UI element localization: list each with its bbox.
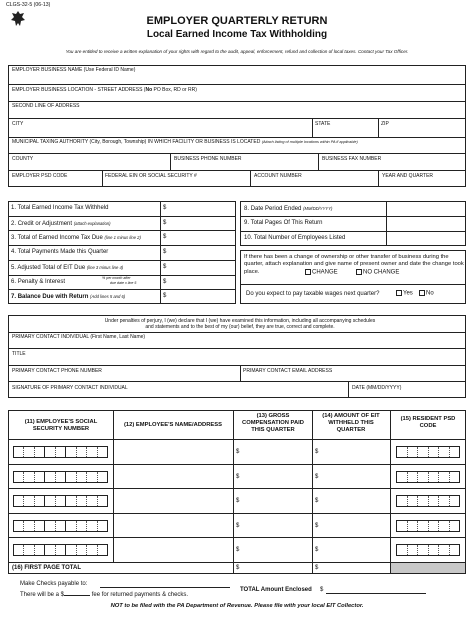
tax-line-number: 7. [11,294,17,301]
eit-withheld-input[interactable] [321,519,389,531]
fee-text-b: fee for returned payments & checks. [91,592,189,598]
digit-box[interactable] [450,472,460,482]
digit-box[interactable] [35,521,45,531]
eit-dollar-sign: $ [315,449,319,455]
dollar-sign: $ [163,205,167,211]
business-location-input[interactable] [12,93,462,101]
digit-box[interactable] [429,472,440,482]
gross-comp-input[interactable] [242,494,310,506]
digit-box[interactable] [87,496,97,506]
digit-box[interactable] [418,472,429,482]
eit-dollar-sign: $ [315,547,319,554]
gross-dollar-sign: $ [236,498,240,505]
digit-box[interactable] [418,545,429,555]
eit-withheld-header: (14) AMOUNT OF EIT WITHHELD THIS QUARTER [322,413,380,433]
business-fax-label: BUSINESS FAX NUMBER [322,156,382,162]
total-gross-dollar: $ [236,565,240,571]
line-10-input[interactable] [389,233,464,244]
tax-line-3 [11,234,159,242]
gross-dollar-sign: $ [236,522,240,529]
digit-box[interactable] [24,447,34,457]
digit-box[interactable] [66,496,76,506]
tax-line-note: (line 1 minus line 2) [104,235,141,241]
line-3-amount-input[interactable] [170,232,234,242]
yes-label: Yes [403,290,413,297]
psd-code-label: EMPLOYER PSD CODE [12,173,68,179]
yes-checkbox[interactable] [396,290,402,296]
employee-name-input[interactable] [116,441,230,462]
municipal-input[interactable] [12,145,462,153]
business-location-label-c: PO Box, RD or RR) [152,87,197,93]
tax-line-label: Total of Earned Income Tax Due [17,235,103,242]
eit-withheld-input[interactable] [321,470,389,482]
county-label: COUNTY [12,156,34,162]
contact-title-input[interactable] [12,357,462,365]
digit-box[interactable] [77,521,87,531]
digit-box[interactable] [408,447,419,457]
digit-box[interactable] [418,447,429,457]
digit-box[interactable] [24,472,34,482]
municipal-label-text: MUNICIPAL TAXING AUTHORITY (City, Borough, Township) IN WHICH FACILITY OR BUSINESS IS LOCATED [12,139,261,145]
tax-line-label: Penalty & Interest [17,278,66,285]
eit-withheld-input[interactable] [321,445,389,457]
digit-box[interactable] [24,496,34,506]
line-9-input[interactable] [389,218,464,229]
digit-box[interactable] [56,496,66,506]
digit-box[interactable] [429,545,440,555]
line-2-amount-input[interactable] [170,218,234,228]
digit-box[interactable] [14,447,24,457]
digit-box[interactable] [408,472,419,482]
digit-box[interactable] [35,496,45,506]
business-phone-label: BUSINESS PHONE NUMBER [174,156,242,162]
digit-box[interactable] [429,447,440,457]
digit-box[interactable] [429,496,440,506]
no-change-label: NO CHANGE [363,269,400,276]
second-address-input[interactable] [12,109,462,117]
right-line-number: 10. [244,235,253,241]
change-option[interactable] [305,269,338,277]
gross-comp-header: (13) GROSS COMPENSATION PAID THIS QUARTER [242,413,304,433]
line-7-amount-input[interactable] [170,291,234,301]
contact-name-input[interactable] [12,340,462,348]
tax-line-number: 2. [11,220,17,227]
contact-email-input[interactable] [243,374,463,381]
digit-box[interactable] [14,472,24,482]
tax-line-label: Total Earned Income Tax Withheld [17,205,109,211]
taxable-question: Do you expect to pay taxable wages next quarter? [246,291,380,297]
fee-text-a: There will be a $ [20,592,65,598]
right-line-8 [244,205,332,213]
contact-title-label: TITLE [12,351,26,357]
psd-digit-boxes[interactable] [396,446,460,458]
tax-line-number: 5. [11,264,17,271]
tax-line-note: (attach explanation) [73,220,111,226]
ein-input[interactable] [105,179,247,187]
gross-dollar-sign: $ [236,547,240,554]
digit-box[interactable] [14,496,24,506]
second-address-label: SECOND LINE OF ADDRESS [12,103,80,109]
ssn-digit-boxes[interactable] [13,520,108,532]
form-title: EMPLOYER QUARTERLY RETURN [146,15,328,27]
tax-line-number: 1. [11,205,17,211]
ssn-digit-boxes[interactable] [13,544,108,556]
ssn-digit-boxes[interactable] [13,446,108,458]
digit-box[interactable] [418,521,429,531]
digit-box[interactable] [66,472,76,482]
employee-name-input[interactable] [116,466,230,487]
digit-box[interactable] [397,521,408,531]
tax-line-1 [11,205,159,212]
digit-box[interactable] [439,496,450,506]
total-eit-dollar: $ [315,565,319,571]
digit-box[interactable] [87,545,97,555]
digit-box[interactable] [450,496,460,506]
ssn-digit-boxes[interactable] [13,495,108,507]
right-line-10 [244,235,345,242]
ownership-text: If there has been a change of ownership or other transfer of business during the quarter, attach explanation and give name of present owner and date the change took place. [244,254,464,275]
tax-line-label: Total Payments Made this Quarter [17,249,109,256]
digit-box[interactable] [439,521,450,531]
year-quarter-input[interactable] [382,179,464,187]
employee-name-input[interactable] [116,515,230,536]
psd-digit-boxes[interactable] [396,495,460,507]
line-5-amount-input[interactable] [170,262,234,272]
state-input[interactable] [315,127,375,136]
digit-box[interactable] [87,521,97,531]
business-name-label: EMPLOYER BUSINESS NAME (Use Federal ID Name) [12,67,136,73]
form-subtitle: Local Earned Income Tax Withholding [146,29,328,40]
dollar-sign: $ [163,234,167,241]
yes-option[interactable] [396,290,413,298]
digit-box[interactable] [56,521,66,531]
digit-box[interactable] [87,472,97,482]
tax-line-7 [11,293,159,301]
ein-label: FEDERAL EIN OR SOCIAL SECURITY # [105,173,197,179]
returned-fee-text [20,590,188,599]
line-6-amount-input[interactable] [170,277,234,287]
checks-payable-label: Make Checks payable to: [20,581,88,587]
perjury-statement: Under penalties of perjury, I (we) declare that I (we) have examined this information, including all accompanying schedules and statements and to the best of my (our) belief, they are true, correct and complete. [104,318,376,330]
right-line-label: Date Period Ended [250,206,302,212]
psd-code-header: (15) RESIDENT PSD CODE [400,416,456,429]
total-eit-input[interactable] [321,564,389,573]
gross-comp-input[interactable] [242,445,310,457]
right-line-note: (MM/DD/YYYY) [303,206,333,211]
line-8-input[interactable] [389,203,464,214]
tax-line-label: Adjusted Total of EIT Due [17,264,86,271]
dollar-sign: $ [163,263,167,270]
digit-box[interactable] [77,447,87,457]
business-phone-input[interactable] [174,162,314,170]
name-address-header: (12) EMPLOYEE'S NAME/ADDRESS [123,422,222,428]
psd-digit-boxes[interactable] [396,520,460,532]
ssn-header: (11) EMPLOYEE'S SOCIAL SECURITY NUMBER [24,419,98,432]
tax-line-number: 3. [11,235,17,242]
ssn-digit-boxes[interactable] [13,471,108,483]
digit-box[interactable] [45,472,55,482]
gross-comp-input[interactable] [242,470,310,482]
right-line-label: Total Number of Employees Listed [253,235,346,241]
right-line-label: Total Pages Of This Return [250,220,323,226]
eit-dollar-sign: $ [315,522,319,529]
contact-phone-input[interactable] [12,374,236,381]
digit-box[interactable] [56,545,66,555]
digit-box[interactable] [408,496,419,506]
digit-box[interactable] [397,496,408,506]
dollar-sign: $ [163,278,167,285]
digit-box[interactable] [35,545,45,555]
contact-phone-label: PRIMARY CONTACT PHONE NUMBER [12,368,102,374]
digit-box[interactable] [14,521,24,531]
digit-box[interactable] [66,521,76,531]
digit-box[interactable] [397,472,408,482]
digit-box[interactable] [35,447,45,457]
business-location-label-no: No [145,87,153,93]
digit-box[interactable] [35,472,45,482]
digit-box[interactable] [24,521,34,531]
digit-box[interactable] [397,447,408,457]
dollar-sign: $ [163,249,167,256]
digit-box[interactable] [98,496,107,506]
total-enclosed-dollar: $ [320,587,324,593]
digit-box[interactable] [77,496,87,506]
digit-box[interactable] [87,447,97,457]
digit-box[interactable] [45,521,55,531]
penalty-rate-a: % per month after [102,275,131,280]
digit-box[interactable] [56,447,66,457]
business-location-label-a: EMPLOYER BUSINESS LOCATION - STREET ADDRESS ( [12,87,146,93]
dollar-sign: $ [163,219,167,226]
digit-box[interactable] [450,545,460,555]
digit-box[interactable] [45,496,55,506]
change-checkbox[interactable] [305,269,311,275]
psd-code-input[interactable] [12,179,98,187]
tax-line-label: Balance Due with Return [17,294,89,301]
digit-box[interactable] [439,472,450,482]
state-label: STATE [315,121,331,127]
no-label: No [426,290,434,297]
digit-box[interactable] [397,545,408,555]
business-name-input[interactable] [12,74,462,83]
tax-line-2 [11,220,159,228]
business-fax-input[interactable] [322,162,462,170]
not-filed-notice: NOT to be filed with the PA Department of Revenue. Please file with your local EIT Collector. [110,603,364,609]
total-gross-input[interactable] [242,564,310,573]
penalty-rate-b: due date x line 5 [110,280,137,285]
fee-amount-line[interactable] [64,590,90,596]
contact-email-label: PRIMARY CONTACT EMAIL ADDRESS [243,368,333,374]
digit-box[interactable] [98,521,107,531]
digit-box[interactable] [408,545,419,555]
city-input[interactable] [12,127,308,136]
checks-payable-input[interactable] [100,580,230,588]
penalty-rate-note [102,276,160,286]
digit-box[interactable] [77,472,87,482]
psd-total-shaded [391,563,465,573]
tax-line-5 [11,264,159,272]
line-4-amount-input[interactable] [170,247,234,257]
digit-box[interactable] [450,521,460,531]
no-change-checkbox[interactable] [356,269,362,275]
eit-withheld-input[interactable] [321,494,389,506]
account-number-input[interactable] [254,179,374,187]
tax-line-4 [11,249,159,256]
rights-notice: You are entitled to receive a written explanation of your rights with regard to the audit, appeal, enforcement, refund and collection of local taxes. Contact your Tax Officer. [65,49,409,54]
digit-box[interactable] [450,447,460,457]
municipal-note: (Attach listing of multiple locations within PA if applicable) [261,140,358,144]
digit-box[interactable] [98,472,107,482]
signature-input[interactable] [12,391,344,398]
year-quarter-label: YEAR AND QUARTER [382,173,434,179]
signature-label: SIGNATURE OF PRIMARY CONTACT INDIVIDUAL [12,385,128,391]
gross-comp-input[interactable] [242,519,310,531]
digit-box[interactable] [77,545,87,555]
employee-name-input[interactable] [116,490,230,511]
digit-box[interactable] [24,545,34,555]
digit-box[interactable] [66,447,76,457]
zip-input[interactable] [381,127,463,136]
eit-dollar-sign: $ [315,498,319,505]
right-line-number: 8. [244,206,250,212]
digit-box[interactable] [429,521,440,531]
digit-box[interactable] [14,545,24,555]
signature-date-label: DATE (MM/DD/YYYY) [352,385,402,391]
digit-box[interactable] [45,447,55,457]
tax-line-label: Credit or Adjustment [17,220,73,227]
change-label: CHANGE [312,269,338,276]
digit-box[interactable] [98,447,107,457]
digit-box[interactable] [45,545,55,555]
gross-comp-input[interactable] [242,543,310,555]
county-input[interactable] [12,162,167,170]
digit-box[interactable] [56,472,66,482]
signature-date-input[interactable] [352,391,462,398]
digit-box[interactable] [418,496,429,506]
first-page-total-label: (16) FIRST PAGE TOTAL [12,565,82,571]
digit-box[interactable] [66,545,76,555]
digit-box[interactable] [439,447,450,457]
right-line-9 [244,220,323,227]
right-line-number: 9. [244,220,250,226]
account-number-label: ACCOUNT NUMBER [254,173,302,179]
gross-dollar-sign: $ [236,449,240,455]
zip-label: ZIP [381,121,389,127]
no-checkbox[interactable] [419,290,425,296]
psd-digit-boxes[interactable] [396,544,460,556]
eit-dollar-sign: $ [315,473,319,480]
tax-line-note: (Add lines 5 and 6) [90,294,126,300]
line-1-amount-input[interactable] [170,203,234,213]
city-label: CITY [12,121,24,127]
no-change-option[interactable] [356,269,399,277]
digit-box[interactable] [98,545,107,555]
dollar-sign: $ [163,293,167,300]
total-enclosed-label: TOTAL Amount Enclosed [240,587,312,593]
gross-dollar-sign: $ [236,473,240,480]
total-enclosed-input[interactable] [326,585,426,594]
tax-line-number: 4. [11,249,17,256]
digit-box[interactable] [408,521,419,531]
psd-digit-boxes[interactable] [396,471,460,483]
eit-withheld-input[interactable] [321,543,389,555]
digit-box[interactable] [439,545,450,555]
tax-line-number: 6. [11,278,17,285]
contact-name-label: PRIMARY CONTACT INDIVIDUAL (First Name, Last Name) [12,334,146,340]
form-id: CLGS-32-5 (06-13) [6,2,51,8]
no-option[interactable] [419,290,434,298]
employee-name-input[interactable] [116,539,230,560]
tax-line-note: (line 3 minus line 4) [86,264,124,270]
